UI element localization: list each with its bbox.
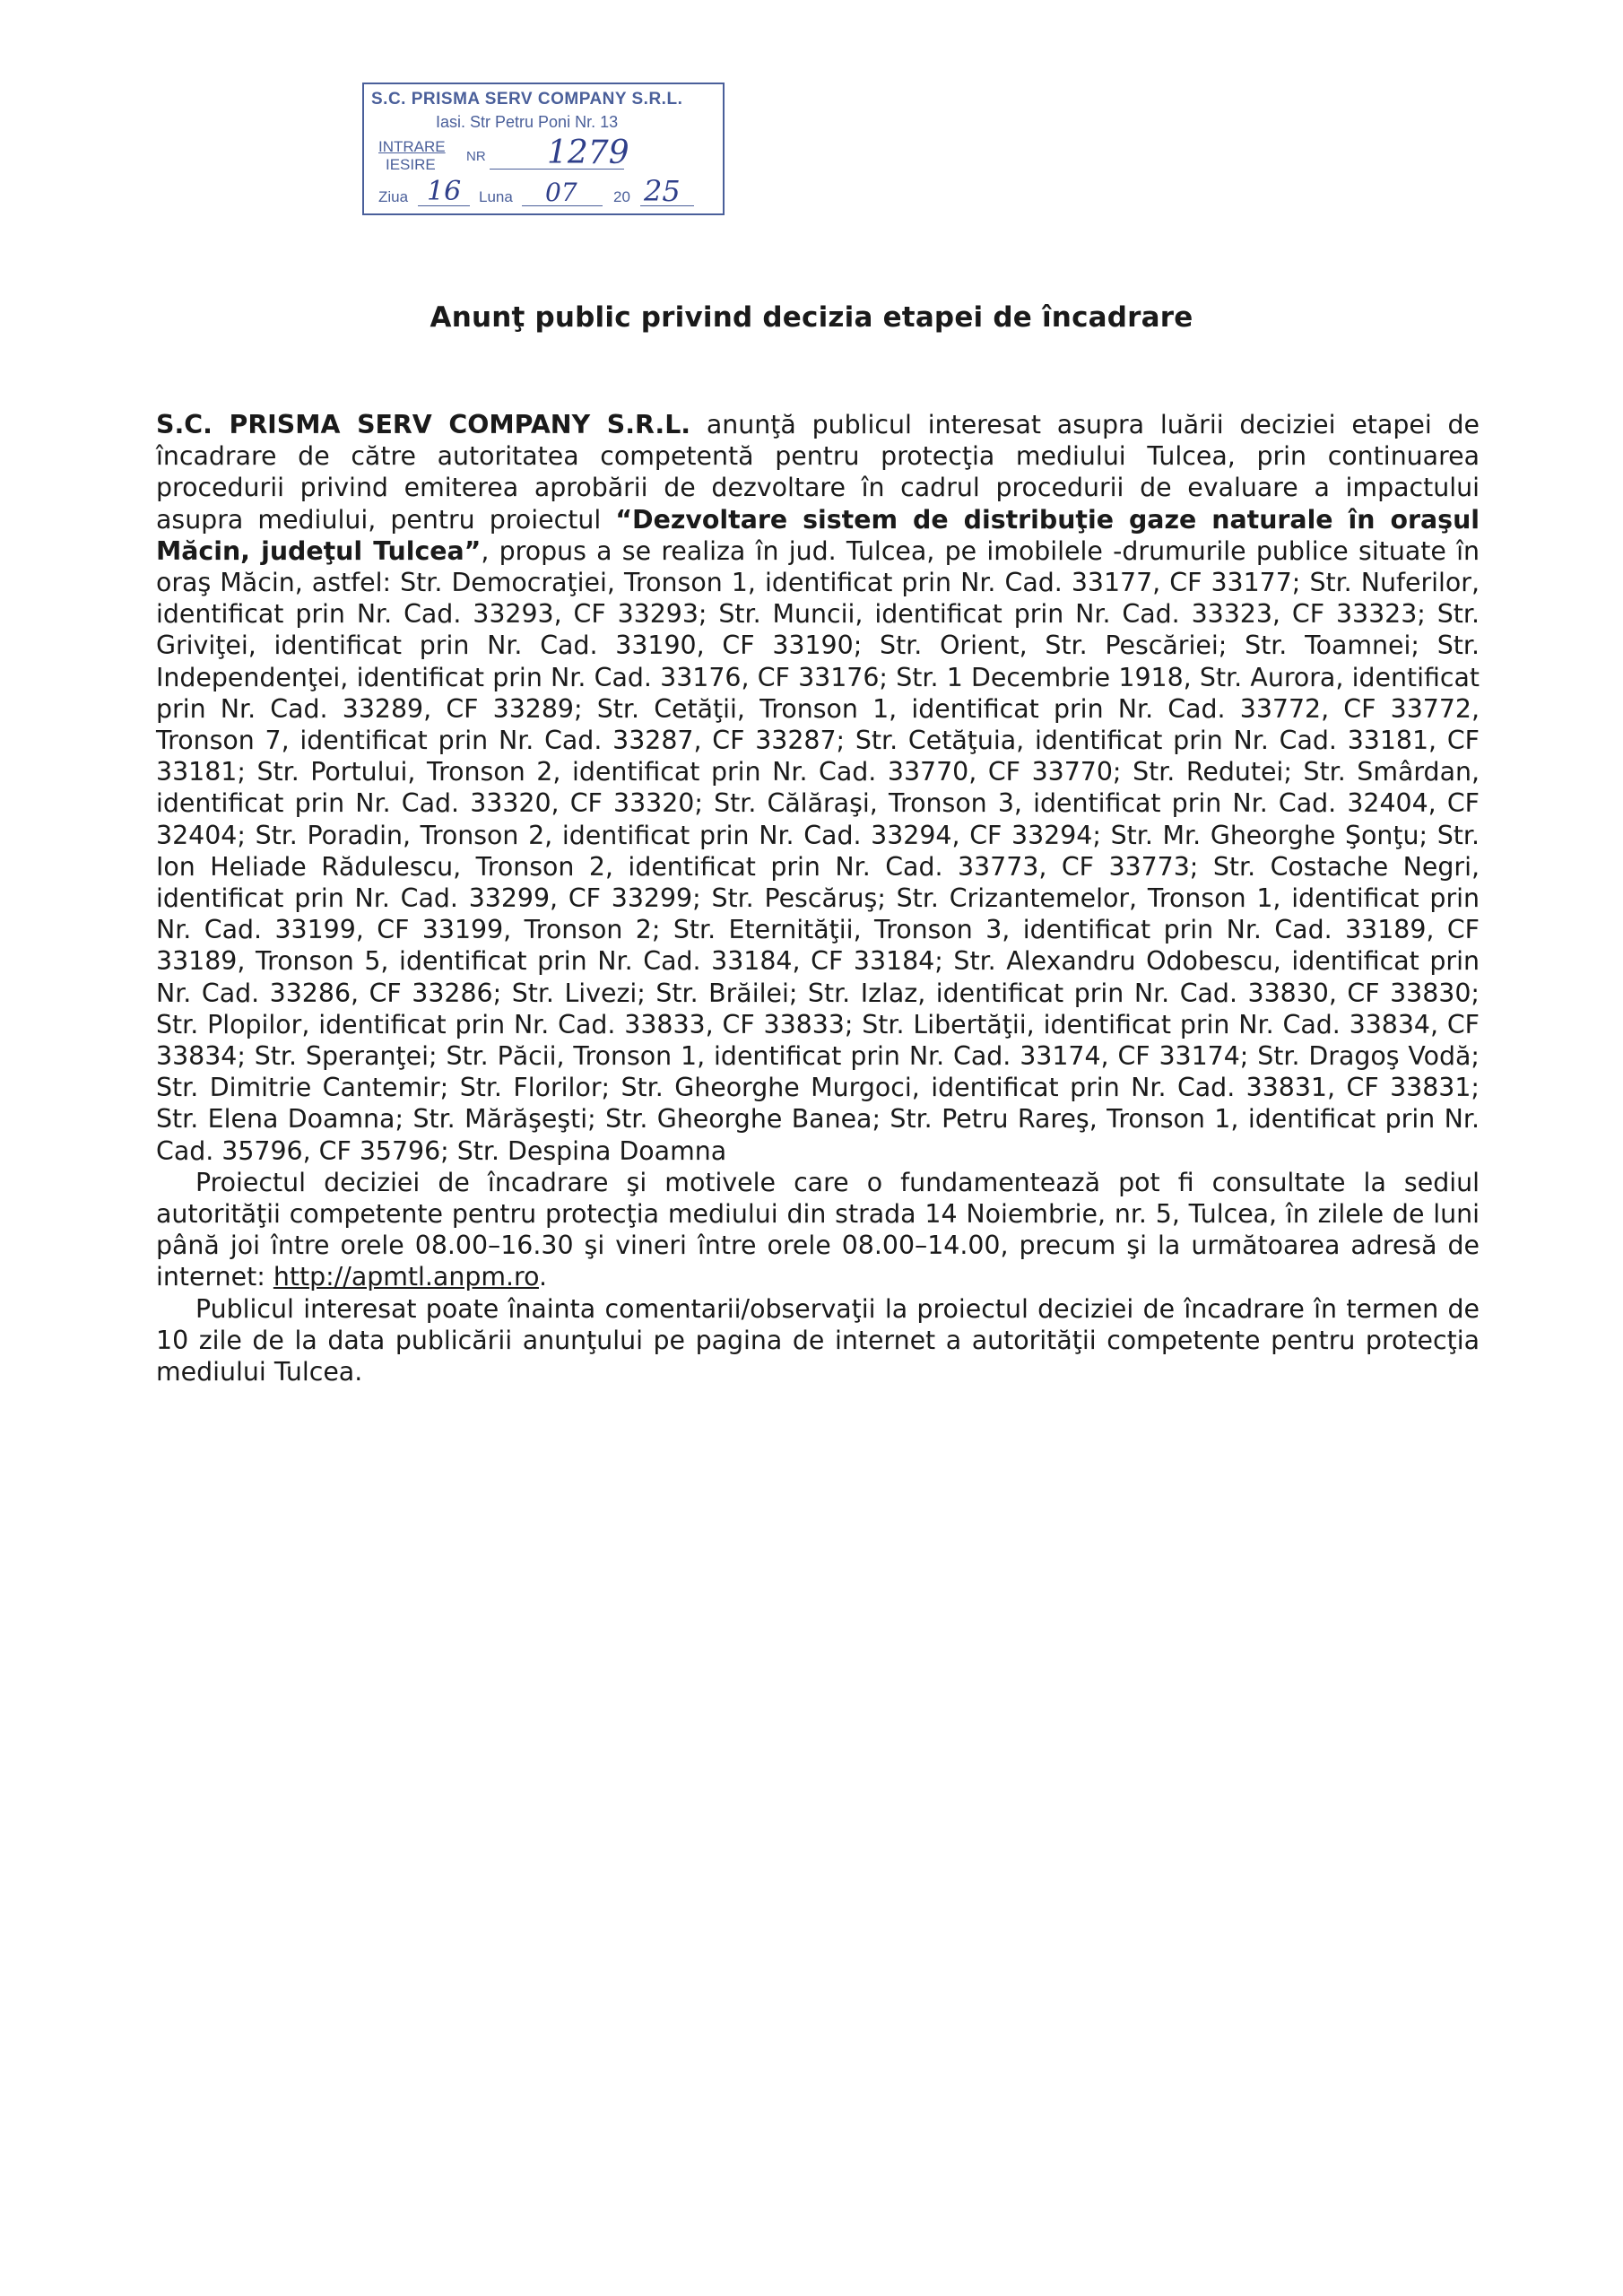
registration-stamp <box>362 83 725 215</box>
stamp-handwritten-day: 16 <box>427 176 462 207</box>
stamp-handwritten-number: 1279 <box>547 135 629 171</box>
website-link[interactable]: http://apmtl.anpm.ro <box>273 1262 539 1292</box>
stamp-ziua-label: Ziua <box>378 188 409 205</box>
document-body <box>156 409 1480 1387</box>
stamp-address: Iasi. Str Petru Poni Nr. 13 <box>436 113 619 131</box>
stamp-handwritten-year: 25 <box>644 174 681 208</box>
announcement-text: anunţă publicul interesat asupra luării deciziei etapei de încadrare de către autoritatea competentă pentru protecţia mediului Tulcea, prin continuarea procedurii privind emiterea aprobării de dezvoltare în cadrul procedurii de evaluare a impactului asupra mediului, pentru proiectul <box>156 410 1480 535</box>
paragraph-consultation <box>156 1167 1480 1293</box>
stamp-nr-label: NR <box>466 149 486 164</box>
stamp-year-prefix: 20 <box>613 188 630 205</box>
stamp-label-in: INTRARE <box>378 138 446 155</box>
stamp-luna-label: Luna <box>479 188 513 205</box>
stamp-handwritten-month: 07 <box>545 178 577 207</box>
paragraph-announcement <box>156 409 1480 1167</box>
stamp-company: S.C. PRISMA SERV COMPANY S.R.L. <box>371 90 683 109</box>
paragraph-comments: Publicul interesat poate înainta comentarii/observaţii la proiectul deciziei de încadrare în termen de 10 zile de la data publicării anunţului pe pagina de internet a autorităţii competente pentru protecţia mediului Tulcea. <box>156 1293 1480 1387</box>
stamp-label-out: IESIRE <box>386 156 436 173</box>
document-title: Anunţ public privind decizia etapei de încadrare <box>430 301 1193 334</box>
stamp-date-row <box>378 174 719 212</box>
company-name: S.C. PRISMA SERV COMPANY S.R.L. <box>156 410 691 439</box>
consultation-text: Proiectul deciziei de încadrare şi motivele care o fundamentează pot fi consultate la sediul autorităţii competente pentru protecţia mediului din strada 14 Noiembrie, nr. 5, Tulcea, în zilele de luni până joi între orele 08.00–16.30 şi vineri între orele 08.00–14.00, precum şi la următoarea adresă de internet: <box>156 1167 1480 1292</box>
streets-list: , propus a se realiza în jud. Tulcea, pe imobilele -drumurile publice situate în oraş Măcin, astfel: Str. Democraţiei, Tronson 1, identificat prin Nr. Cad. 33177, CF 33177; Str. Nuferilor, identificat prin Nr. Cad. 33293, CF 33293; Str. Muncii, identificat prin Nr. Cad. 33323, CF 33323; Str. Griviţei, identificat prin Nr. Cad. 33190, CF 33190; Str. Orient, Str. Pescăriei; Str. Toamnei; Str. Independenţei, identificat prin Nr. Cad. 33176, CF 33176; Str. 1 Decembrie 1918, Str. Aurora, identificat prin Nr. Cad. 33289, CF 33289; Str. Cetăţii, Tronson 1, identificat prin Nr. Cad. 33772, CF 33772, Tronson 7, identificat prin Nr. Cad. 33287, CF 33287; Str. Cetăţuia, identificat prin Nr. Cad. 33181, CF 33181; Str. Portului, Tronson 2, identificat prin Nr. Cad. 33770, CF 33770; Str. Redutei; Str. Smârdan, identificat prin Nr. Cad. 33320, CF 33320; Str. Călăraşi, Tronson 3, identificat prin Nr. Cad. 32404, CF 32404; Str. Poradin, Tronson 2, identificat prin Nr. Cad. 33294, CF 33294; Str. Mr. Gheorghe Şonţu; Str. Ion Heliade Rădulescu, Tronson 2, identificat prin Nr. Cad. 33773, CF 33773; Str. Costache Negri, identificat prin Nr. Cad. 33299, CF 33299; Str. Pescăruş; Str. Crizantemelor, Tronson 1, identificat prin Nr. Cad. 33199, CF 33199, Tronson 2; Str. Eternităţii, Tronson 3, identificat prin Nr. Cad. 33189, CF 33189, Tronson 5, identificat prin Nr. Cad. 33184, CF 33184; Str. Alexandru Odobescu, identificat prin Nr. Cad. 33286, CF 33286; Str. Livezi; Str. Brăilei; Str. Izlaz, identificat prin Nr. Cad. 33830, CF 33830; Str. Plopilor, identificat prin Nr. Cad. 33833, CF 33833; Str. Libertăţii, identificat prin Nr. Cad. 33834, CF 33834; Str. Speranţei; Str. Păcii, Tronson 1, identificat prin Nr. Cad. 33174, CF 33174; Str. Dragoş Vodă; Str. Dimitrie Cantemir; Str. Florilor; Str. Gheorghe Murgoci, identificat prin Nr. Cad. 33831, CF 33831; Str. Elena Doamna; Str. Mărăşeşti; Str. Gheorghe Banea; Str. Petru Rareş, Tronson 1, identificat prin Nr. Cad. 35796, CF 35796; Str. Despina Doamna <box>156 535 1480 1166</box>
consultation-suffix: . <box>538 1262 547 1292</box>
project-name: “Dezvoltare sistem de distribuţie gaze naturale în oraşul Măcin, judeţul Tulcea” <box>156 504 1480 566</box>
